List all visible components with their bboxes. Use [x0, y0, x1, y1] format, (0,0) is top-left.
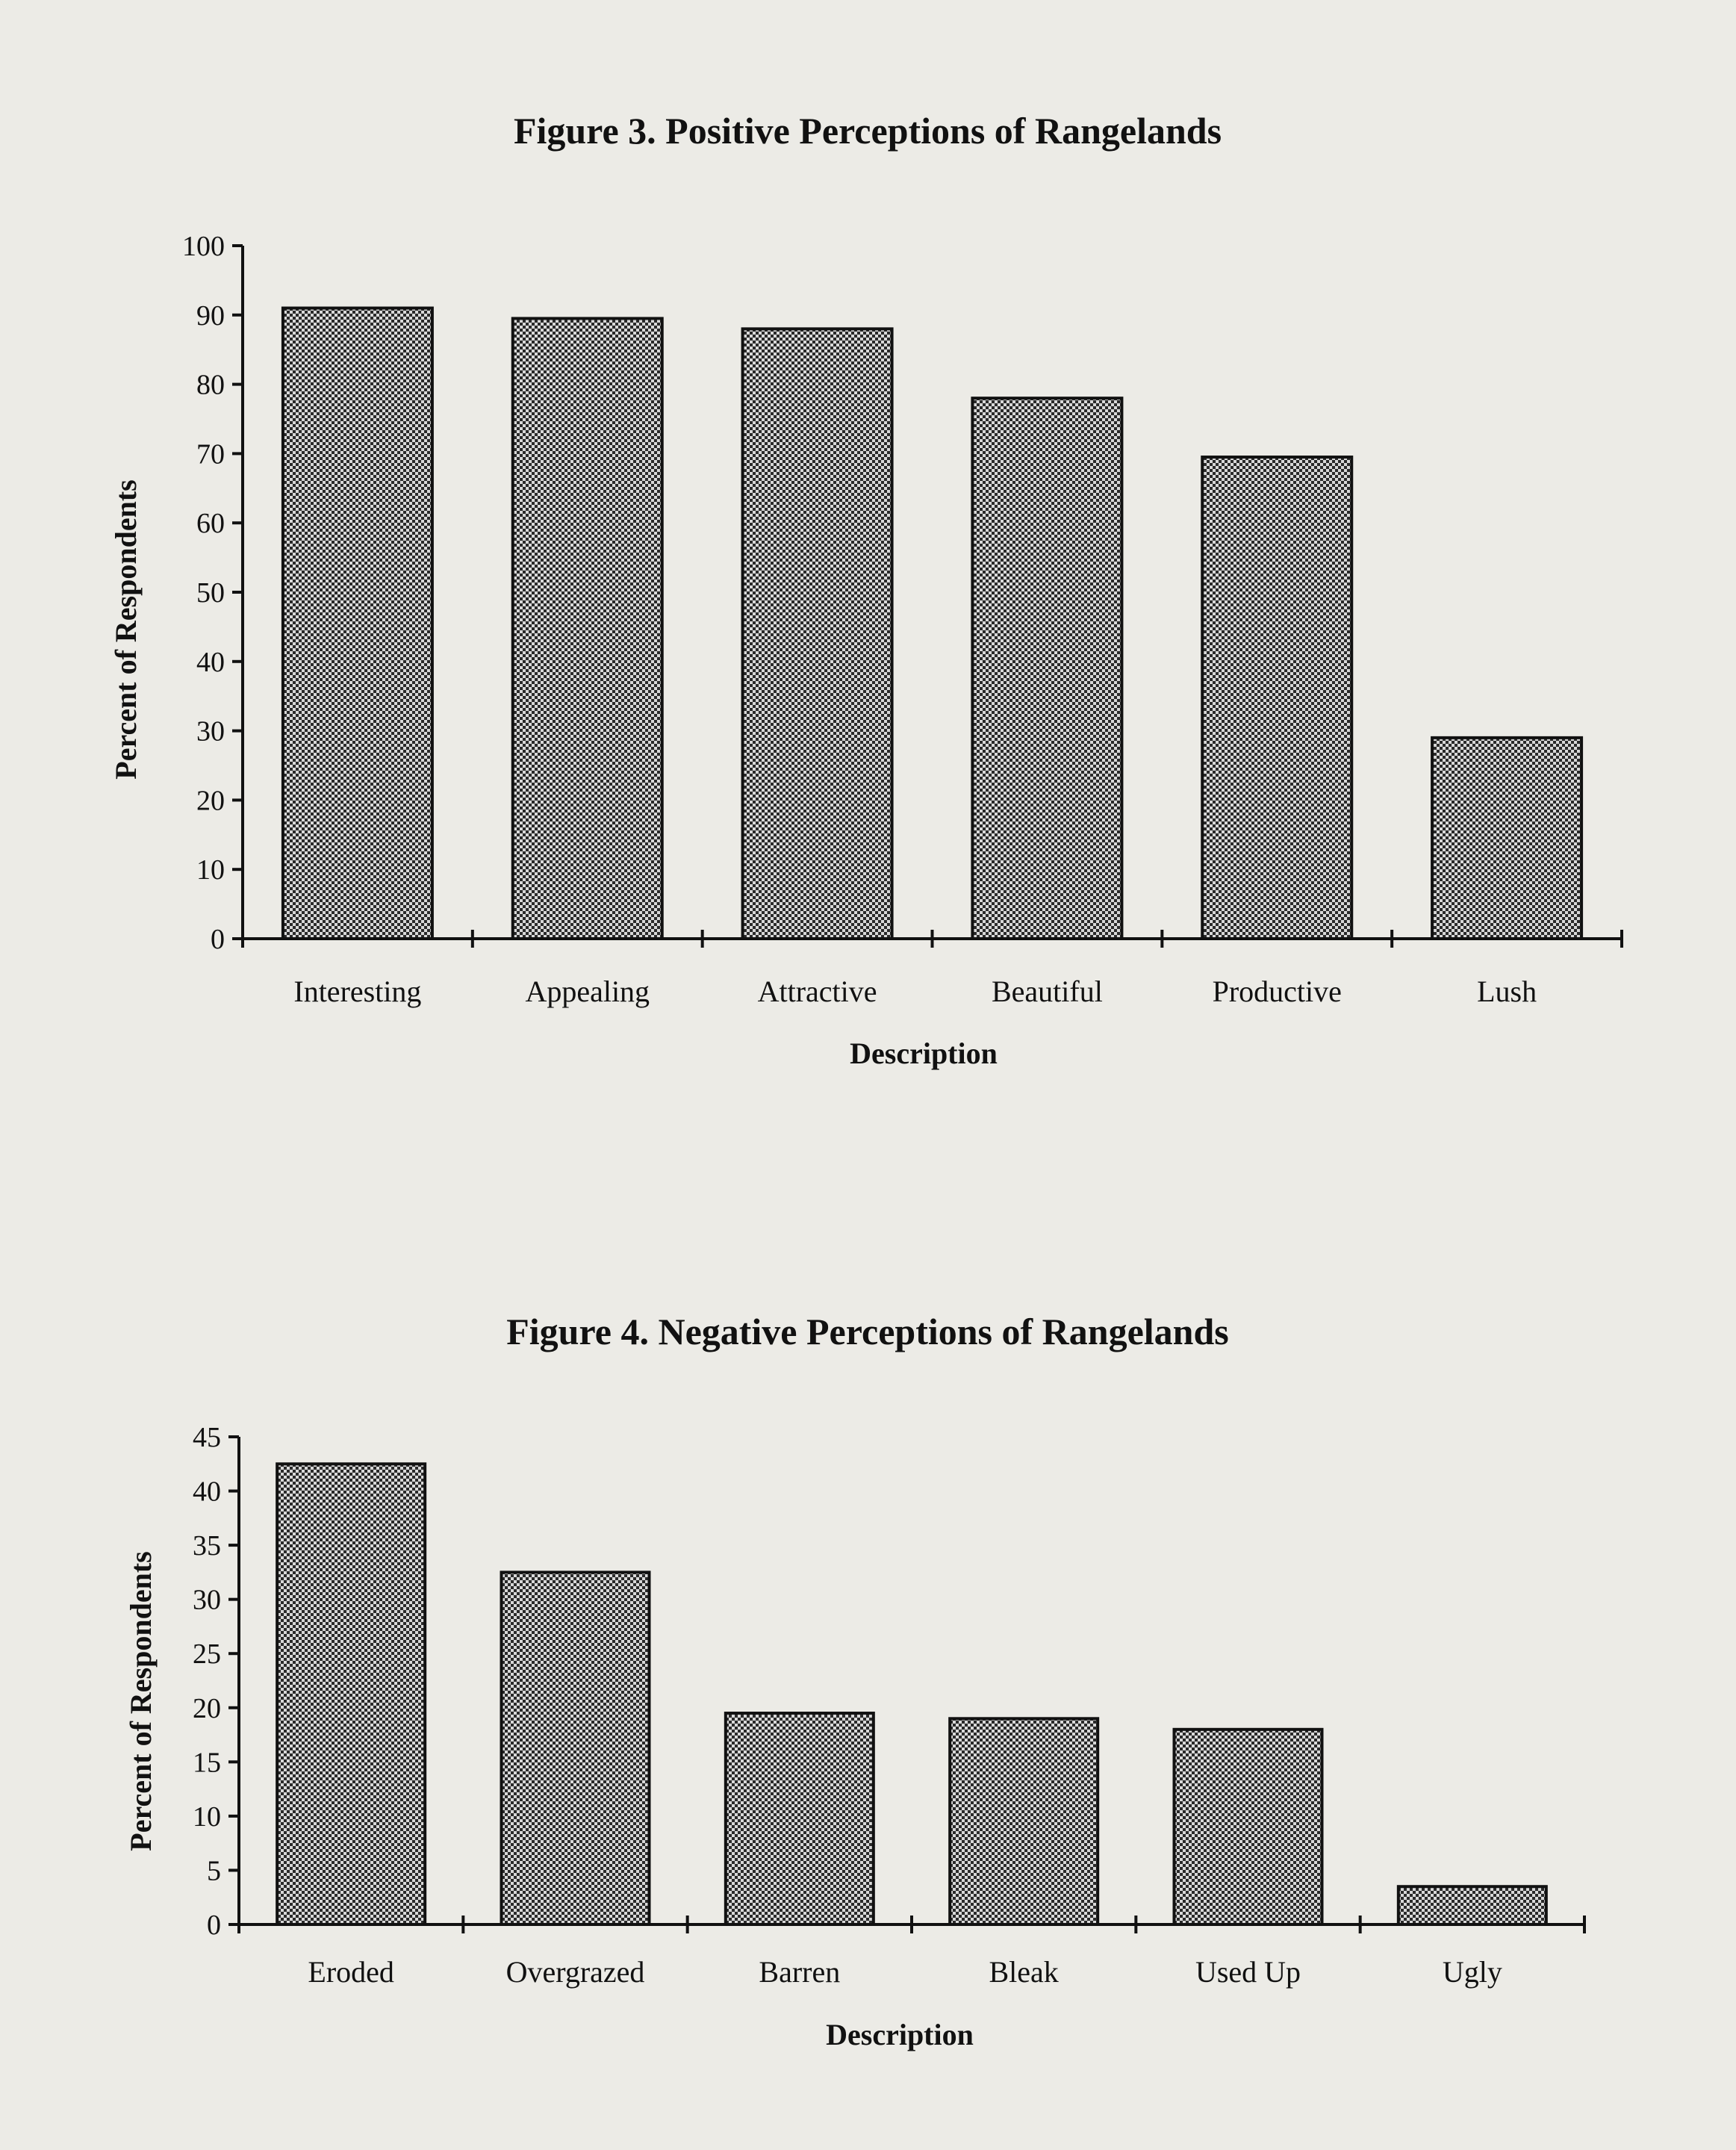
fig4-category-label: Eroded	[308, 1955, 394, 1989]
fig3-ytick-label: 60	[196, 508, 225, 540]
fig4-ytick-label: 0	[207, 1910, 221, 1941]
fig4-bar-barren	[726, 1713, 874, 1924]
figure-4	[124, 1311, 1584, 2051]
fig4-ytick-label: 20	[193, 1692, 221, 1724]
figure-3	[109, 110, 1622, 1070]
figure-4-plot	[193, 1422, 1584, 1989]
fig4-bar-eroded	[277, 1464, 425, 1924]
fig3-ytick-label: 80	[196, 369, 225, 401]
fig4-ytick-label: 45	[193, 1422, 221, 1453]
fig3-category-label: Lush	[1477, 975, 1537, 1008]
fig4-ytick-label: 15	[193, 1747, 221, 1779]
fig4-bar-ugly	[1399, 1886, 1546, 1924]
fig3-category-label: Attractive	[757, 975, 877, 1008]
fig4-ytick-label: 30	[193, 1584, 221, 1616]
fig4-category-label: Ugly	[1442, 1955, 1502, 1989]
fig3-bar-lush	[1432, 738, 1581, 939]
fig3-category-label: Interesting	[293, 975, 422, 1008]
fig3-ytick-label: 30	[196, 715, 225, 748]
fig3-ytick-label: 10	[196, 854, 225, 886]
figure-4-ylabel: Percent of Respondents	[124, 1551, 158, 1851]
fig3-ytick-label: 0	[211, 924, 225, 955]
figure-4-title: Figure 4. Negative Perceptions of Rangelands	[506, 1311, 1229, 1352]
fig3-category-label: Productive	[1212, 975, 1342, 1008]
fig3-category-label: Appealing	[525, 975, 650, 1008]
fig3-ytick-label: 100	[182, 231, 225, 262]
fig3-bar-interesting	[283, 308, 432, 939]
fig4-category-label: Used Up	[1195, 1955, 1301, 1989]
figure-3-title: Figure 3. Positive Perceptions of Rangelands	[513, 110, 1222, 152]
fig4-category-label: Bleak	[989, 1955, 1059, 1989]
fig3-ytick-label: 20	[196, 785, 225, 817]
fig3-bar-attractive	[743, 329, 892, 939]
fig3-ytick-label: 70	[196, 438, 225, 470]
figure-3-ylabel: Percent of Respondents	[109, 479, 143, 780]
fig3-ytick-label: 90	[196, 299, 225, 332]
figure-3-plot	[182, 231, 1622, 1008]
fig3-category-label: Beautiful	[991, 975, 1103, 1008]
fig4-category-label: Overgrazed	[505, 1955, 645, 1989]
fig4-ytick-label: 5	[207, 1855, 221, 1887]
fig4-bar-overgrazed	[502, 1572, 650, 1924]
figure-3-xlabel: Description	[850, 1037, 998, 1070]
fig3-bar-beautiful	[972, 398, 1121, 939]
fig4-bar-bleak	[950, 1718, 1098, 1924]
fig4-ytick-label: 10	[193, 1801, 221, 1833]
fig3-bar-appealing	[513, 318, 662, 939]
fig4-ytick-label: 25	[193, 1638, 221, 1671]
fig3-bar-productive	[1202, 457, 1351, 939]
fig4-category-label: Barren	[759, 1955, 841, 1989]
fig4-ytick-label: 40	[193, 1476, 221, 1508]
fig3-ytick-label: 40	[196, 646, 225, 678]
fig4-bar-used-up	[1175, 1730, 1322, 1924]
figure-4-xlabel: Description	[826, 2018, 974, 2051]
fig3-ytick-label: 50	[196, 577, 225, 609]
fig4-ytick-label: 35	[193, 1530, 221, 1562]
